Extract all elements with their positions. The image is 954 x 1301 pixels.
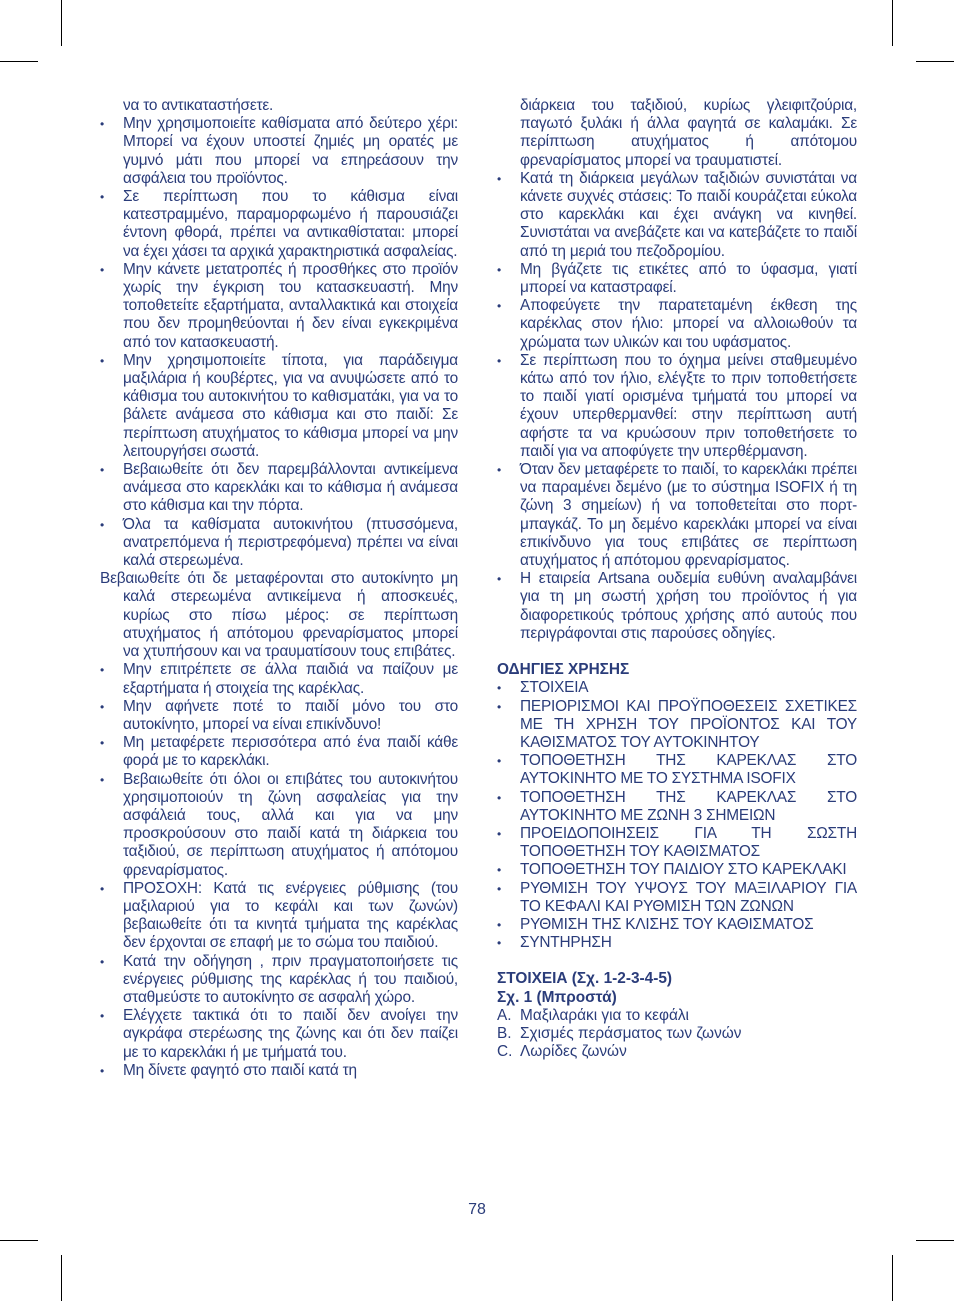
toc-item: • ΤΟΠΟΘΕΤΗΣΗ ΤΗΣ ΚΑΡΕΚΛΑΣ ΣΤΟ ΑΥΤΟΚΙΝΗΤΟ ΜΕ ΤΟ ΣΥΣΤΗΜΑ ISOFIX — [497, 752, 857, 788]
hanging-paragraph: Βεβαιωθείτε ότι δε μεταφέρονται στο αυτοκίνητο μη καλά στερεωμένα αντικείμενα ή αποσκευές, κυρίως στο πίσω μέρος: σε περίπτωση ατυχήματος ή απότομου φρεναρίσματος μπορεί να χτυπήσουν και να τραυματίσουν τους επιβάτες. — [100, 570, 458, 661]
component-label: Μαξιλαράκι για το κεφάλι — [520, 1006, 689, 1024]
instructions-heading: ΟΔΗΓΙΕΣ ΧΡΗΣΗΣ — [497, 661, 630, 679]
safety-bullet: • Η εταιρεία Artsana ουδεμία ευθύνη αναλαμβάνει για τη μη σωστή χρήση του προϊόντος ή για διαφορετικούς τρόπους χρήσης από αυτούς που περιγράφονται στις παρούσες οδηγίες. — [497, 570, 857, 643]
safety-bullet: • Μην χρησιμοποιείτε καθίσματα από δεύτερο χέρι: Μπορεί να έχουν υποστεί ζημιές μη ορατές με γυμνό μάτι που μπορεί να επηρεάσουν την ασφάλεια του προϊόντος. — [100, 115, 458, 188]
crop-mark — [0, 61, 38, 62]
toc-item: • ΣΥΝΤΗΡΗΣΗ — [497, 934, 857, 952]
continuation-text: διάρκεια του ταξιδιού, κυρίως γλειφιτζούρια, παγωτό ξυλάκι ή άλλα φαγητά σε καλαμάκι. Σε περίπτωση ατυχήματος ή απότομου φρεναρίσματος μπορεί να τραυματιστεί. — [520, 97, 857, 169]
crop-mark — [61, 0, 62, 46]
safety-bullet: • Μην επιτρέπετε σε άλλα παιδιά να παίζουν με εξαρτήματα ή στοιχεία της καρέκλας. — [100, 661, 458, 697]
component-label: Λωρίδες ζωνών — [520, 1043, 627, 1061]
safety-bullet: • Μην κάνετε μετατροπές ή προσθήκες στο προϊόν χωρίς την έγκριση του κατασκευαστή. Μην τοποθετείτε εξαρτήματα, ανταλλακτικά και στοιχεία που δεν προμηθεύονται ή δεν είναι εγκεκριμένα από τον κατασκευαστή. — [100, 261, 458, 352]
toc-item: • ΡΥΘΜΙΣΗ ΤΗΣ ΚΛΙΣΗΣ ΤΟΥ ΚΑΘΙΣΜΑΤΟΣ — [497, 916, 857, 934]
right-column — [497, 97, 857, 1061]
safety-bullet: • Κατά την οδήγηση , πριν πραγματοποιήσετε τις ενέργειες ρύθμισης της καρέκλας ή του παιδιού, σταθμεύστε το αυτοκίνητο σε ασφαλή χώρο. — [100, 953, 458, 1008]
toc-item: • ΤΟΠΟΘΕΤΗΣΗ ΤΟΥ ΠΑΙΔΙΟΥ ΣΤΟ ΚΑΡΕΚΛΑΚΙ — [497, 861, 857, 879]
crop-mark — [61, 1255, 62, 1301]
continuation-text: να το αντικαταστήσετε. — [123, 97, 274, 114]
safety-bullet: • Όταν δεν μεταφέρετε το παιδί, το καρεκλάκι πρέπει να παραμένει δεμένο (με το σύστημα ISOFIX ή τη ζώνη 3 σημείων) ή να τοποθετείται στο πορτ-μπαγκάζ. Το μη δεμένο καρεκλάκι μπορεί να είναι επικίνδυνο για τους επιβάτες σε περίπτωση ατυχήματος ή απότομου φρεναρίσματος. — [497, 461, 857, 570]
safety-bullet: • Μη δίνετε φαγητό στο παιδί κατά τη — [100, 1062, 458, 1080]
toc-item: • ΡΥΘΜΙΣΗ ΤΟΥ ΥΨΟΥΣ ΤΟΥ ΜΑΞΙΛΑΡΙΟΥ ΓΙΑ ΤΟ ΚΕΦΑΛΙ ΚΑΙ ΡΥΘΜΙΣΗ ΤΩΝ ΖΩΝΩΝ — [497, 880, 857, 916]
crop-mark — [892, 0, 893, 46]
safety-bullet: • Ελέγχετε τακτικά ότι το παιδί δεν ανοίγει την αγκράφα στερέωσης της ζώνης και ότι δεν παίζει με το καρεκλάκι ή με τμήματά του. — [100, 1007, 458, 1062]
safety-bullet: • Μη βγάζετε τις ετικέτες από το ύφασμα, γιατί μπορεί να καταστραφεί. — [497, 261, 857, 297]
safety-bullet: • Βεβαιωθείτε ότι δεν παρεμβάλλονται αντικείμενα ανάμεσα στο καρεκλάκι και το κάθισμα ή ανάμεσα στο κάθισμα και την πόρτα. — [100, 461, 458, 516]
left-column — [100, 97, 458, 1080]
safety-bullet: • Κατά τη διάρκεια μεγάλων ταξιδιών συνιστάται να κάνετε συχνές στάσεις: Το παιδί κουράζεται εύκολα στο καρεκλάκι και έχει ανάγκη να κινηθεί. Συνιστάται να ανεβάζετε και να κατεβάζετε το παιδί από τη μεριά του πεζοδρομίου. — [497, 170, 857, 261]
toc-item: • ΤΟΠΟΘΕΤΗΣΗ ΤΗΣ ΚΑΡΕΚΛΑΣ ΣΤΟ ΑΥΤΟΚΙΝΗΤΟ ΜΕ ΖΩΝΗ 3 ΣΗΜΕΙΩΝ — [497, 789, 857, 825]
safety-bullet: • Σε περίπτωση που το κάθισμα είναι κατεστραμμένο, παραμορφωμένο ή παρουσιάζει έντονη φθορά, πρέπει να αντικαθίσταται: μπορεί να έχει χάσει τα αρχικά χαρακτηριστικά ασφαλείας. — [100, 188, 458, 261]
safety-bullet: • Μη μεταφέρετε περισσότερα από ένα παιδί κάθε φορά με το καρεκλάκι. — [100, 734, 458, 770]
safety-bullet: • Μην χρησιμοποιείτε τίποτα, για παράδειγμα μαξιλάρια ή κουβέρτες, για να ανυψώσετε από το κάθισμα του αυτοκινήτου το καθισματάκι, για να το βάλετε ανάμεσα στο κάθισμα και στο παιδί: Σε περίπτωση ατυχήματος το κάθισμα μπορεί να μην λειτουργήσει σωστά. — [100, 352, 458, 461]
component-label: Σχισμές περάσματος των ζωνών — [520, 1024, 742, 1042]
page-number: 78 — [468, 1201, 486, 1218]
safety-bullet: • Σε περίπτωση που το όχημα μείνει σταθμευμένο κάτω από τον ήλιο, ελέγξτε το πριν τοποθετήσετε το παιδί γιατί ορισμένα τμήματά του μπορεί να έχουν υπερθερμανθεί: στην περίπτωση αυτή αφήστε τα να κρυώσουν πριν τοποθετήσετε το παιδί για να αποφύγετε την υπερθέρμανση. — [497, 352, 857, 461]
toc-item: • ΠΡΟΕΙΔΟΠΟΙΗΣΕΙΣ ΓΙΑ ΤΗ ΣΩΣΤΗ ΤΟΠΟΘΕΤΗΣΗ ΤΟΥ ΚΑΘΙΣΜΑΤΟΣ — [497, 825, 857, 861]
components-heading: ΣΤΟΙΧΕΙΑ (Σχ. 1-2-3-4-5) — [497, 970, 673, 988]
component-item — [497, 1025, 857, 1043]
crop-mark — [916, 1240, 954, 1241]
safety-bullet: • Μην αφήνετε ποτέ το παιδί μόνο του στο αυτοκίνητο, μπορεί να είναι επικίνδυνο! — [100, 698, 458, 734]
toc-item: • ΠΕΡΙΟΡΙΣΜΟΙ ΚΑΙ ΠΡΟΫΠΟΘΕΣΕΙΣ ΣΧΕΤΙΚΕΣ ΜΕ ΤΗ ΧΡΗΣΗ ΤΟΥ ΠΡΟΪΟΝΤΟΣ ΚΑΙ ΤΟΥ ΚΑΘΙΣΜΑΤΟΣ ΤΟΥ ΑΥΤΟΚΙΝΗΤΟΥ — [497, 698, 857, 753]
safety-bullet: • Αποφεύγετε την παρατεταμένη έκθεση της καρέκλας στον ήλιο: μπορεί να αλλοιωθούν τα χρώματα των υλικών και του υφάσματος. — [497, 297, 857, 352]
safety-bullet: • ΠΡΟΣΟΧΗ: Κατά τις ενέργειες ρύθμισης (του μαξιλαριού για το κεφάλι και των ζωνών) βεβαιωθείτε ότι τα κινητά τμήματα της καρέκλας δεν έρχονται σε επαφή με το σώμα του παιδιού. — [100, 880, 458, 953]
component-item — [497, 1043, 857, 1061]
crop-mark — [916, 61, 954, 62]
component-letter: C. — [497, 1043, 513, 1061]
component-letter: B. — [497, 1024, 512, 1042]
safety-bullet: • Βεβαιωθείτε ότι όλοι οι επιβάτες του αυτοκινήτου χρησιμοποιούν τη ζώνη ασφαλείας για την ασφάλειά τους, αλλά και για να μην προσκρούσουν στο παιδί κατά τη διάρκεια του ταξιδιού, σε περίπτωση ατυχήματος ή απότομου φρεναρίσματος. — [100, 771, 458, 880]
crop-mark — [0, 1240, 38, 1241]
safety-bullet: • Όλα τα καθίσματα αυτοκινήτου (πτυσσόμενα, ανατρεπόμενα ή περιστρεφόμενα) πρέπει να είναι καλά στερεωμένα. — [100, 516, 458, 571]
toc-item: • ΣΤΟΙΧΕΙΑ — [497, 679, 857, 697]
component-item — [497, 1007, 857, 1025]
crop-mark — [892, 1255, 893, 1301]
component-letter: A. — [497, 1006, 512, 1024]
figure-heading: Σχ. 1 (Μπροστά) — [497, 988, 617, 1006]
